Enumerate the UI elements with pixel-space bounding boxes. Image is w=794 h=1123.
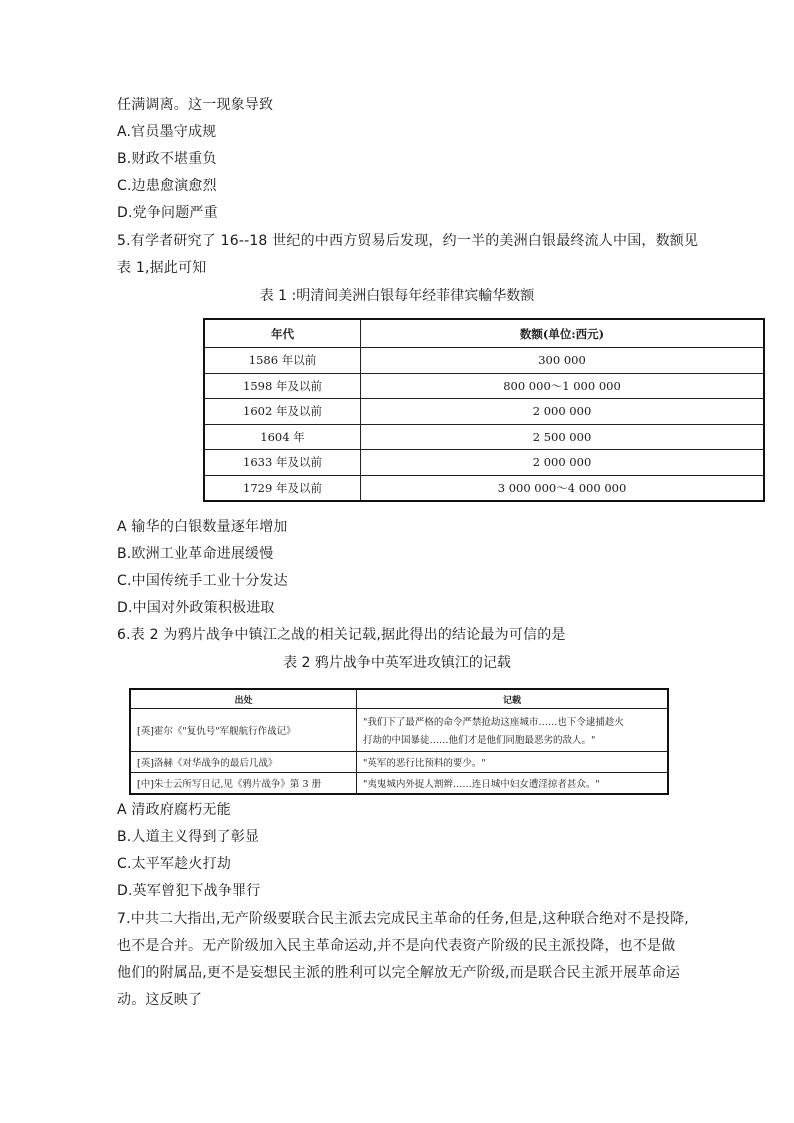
q4-option-b: B.财政不堪重负	[117, 151, 217, 167]
table-header-cell: 记载	[357, 689, 669, 709]
table-cell-amount: 300 000	[361, 348, 765, 374]
table-cell-source: [中]朱士云所写日记,见《鸦片战争》第 3 册	[130, 773, 357, 795]
question-6-stem: 6.表 2 为鸦片战争中镇江之战的相关记载,据此得出的结论最为可信的是	[117, 627, 566, 643]
q6-option-c: C.太平军趁火打劫	[117, 856, 232, 872]
record-line: "我们下了最严格的命令严禁抢劫这座城市……也下令逮捕趁火	[363, 717, 624, 728]
question-7-line-2: 也不是合并。无产阶级加入民主革命运动,并不是向代表资产阶级的民主派投降，也不是做	[117, 938, 676, 954]
table-2-caption: 表 2 鸦片战争中英军进攻镇江的记载	[283, 655, 511, 671]
q5-option-b: B.欧洲工业革命进展缓慢	[117, 546, 274, 562]
table-cell-record	[357, 709, 669, 752]
table-1-caption: 表 1 :明清间美洲白银每年经菲律宾輸华数额	[259, 288, 535, 304]
q5-option-a: A 输华的白银数量逐年增加	[117, 519, 288, 535]
table-row	[204, 424, 764, 450]
table-row	[204, 348, 764, 374]
table-cell-year: 1633 年及以前	[204, 450, 361, 476]
q5-option-d: D.中国对外政策积极进取	[117, 600, 275, 616]
table-header-row	[204, 319, 764, 348]
table-header-cell: 年代	[204, 319, 361, 348]
table-cell-record: "英军的恶行比预料的要少。"	[357, 752, 669, 773]
table-cell-year: 1729 年及以前	[204, 475, 361, 501]
question-7-line-1: 7.中共二大指出,无产阶级要联合民主派去完成民主革命的任务,但是,这种联合绝对不是投降,	[117, 911, 689, 927]
table-row	[130, 752, 668, 773]
question-7-line-4: 动。这反映了	[117, 992, 203, 1008]
table-cell-record: "夷鬼城内外捉人割辫……连日城中妇女遭淫掠者甚众。"	[357, 773, 669, 795]
q5-option-c: C.中国传统手工业十分发达	[117, 573, 288, 589]
table-cell-amount: 2 000 000	[361, 450, 765, 476]
q4-option-c: C.边患愈演愈烈	[117, 178, 217, 194]
table-cell-amount: 2 000 000	[361, 399, 765, 425]
question-5-stem: 5.有学者研究了 16--18 世纪的中西方贸易后发现，约一半的美洲白银最终流人中国，数额见	[117, 233, 699, 249]
table-1-silver-imports	[203, 318, 765, 502]
table-row	[204, 373, 764, 399]
q4-option-a: A.官员墨守成规	[117, 124, 217, 140]
table-header-row	[130, 689, 668, 709]
table-cell-year: 1586 年以前	[204, 348, 361, 374]
table-header-cell: 出处	[130, 689, 357, 709]
q6-option-b: B.人道主义得到了彰显	[117, 829, 260, 845]
question-5-stem-cont: 表 1,据此可知	[117, 260, 207, 276]
table-cell-amount: 2 500 000	[361, 424, 765, 450]
record-line: 打劫的中国暴徒……他们才是他们同胞最恶劣的敌人。"	[363, 735, 596, 746]
table-row	[204, 475, 764, 501]
table-row	[204, 399, 764, 425]
table-cell-amount: 3 000 000～4 000 000	[361, 475, 765, 501]
question-4-tail: 任满调离。这一现象导致	[117, 97, 274, 113]
table-row	[204, 450, 764, 476]
q6-option-d: D.英军曾犯下战争罪行	[117, 883, 261, 899]
table-2-zhenjiang-records	[129, 688, 669, 795]
table-header-cell: 数额(单位:西元)	[361, 319, 765, 348]
q4-option-d: D.党争问题严重	[117, 205, 218, 221]
table-cell-year: 1602 年及以前	[204, 399, 361, 425]
table-cell-source: [英]洛赫《对华战争的最后几战》	[130, 752, 357, 773]
table-cell-year: 1598 年及以前	[204, 373, 361, 399]
table-cell-year: 1604 年	[204, 424, 361, 450]
table-cell-amount: 800 000～1 000 000	[361, 373, 765, 399]
q6-option-a: A 清政府腐朽无能	[117, 802, 231, 818]
question-7-line-3: 他们的附属品,更不是妄想民主派的胜利可以完全解放无产阶级,而是联合民主派开展革命运	[117, 965, 681, 981]
table-cell-source: [英]霍尔《"复仇号"军舰航行作战记》	[130, 709, 357, 752]
table-row	[130, 773, 668, 795]
table-row	[130, 709, 668, 752]
